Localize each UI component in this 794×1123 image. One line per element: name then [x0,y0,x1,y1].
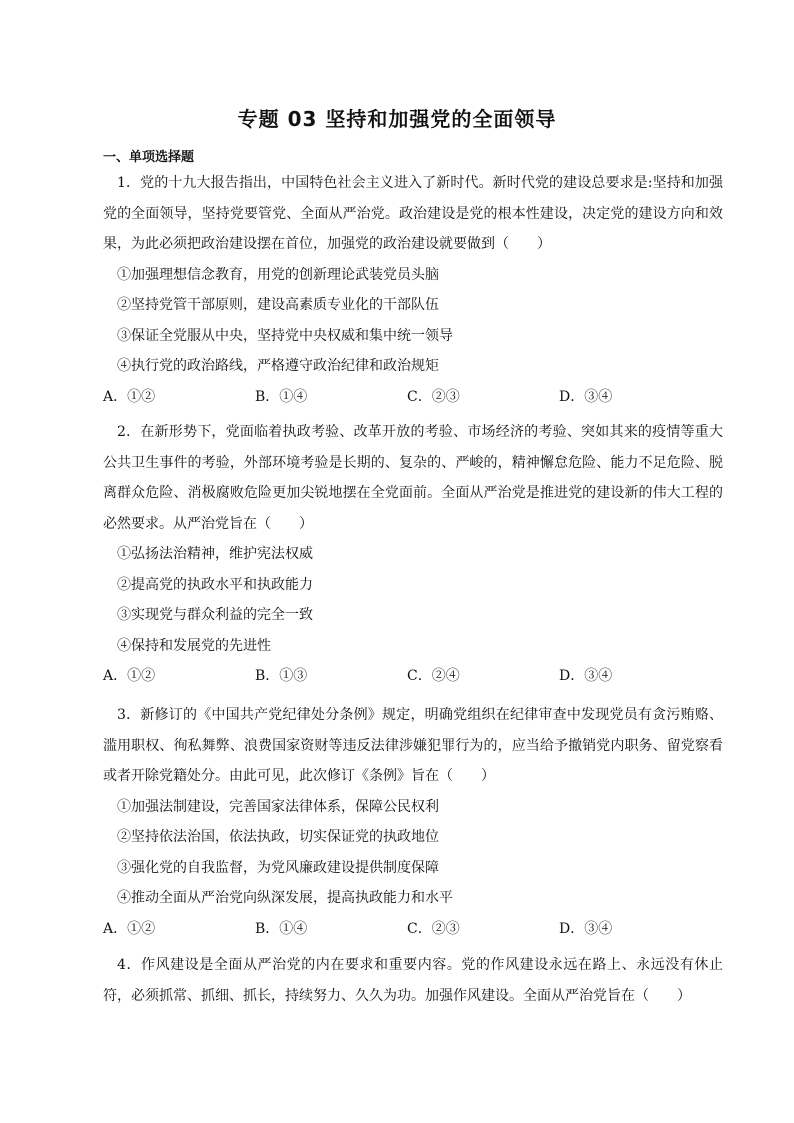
statement-option: ①弘扬法治精神，维护宪法权威 [117,546,313,562]
page-title: 专题 03 坚持和加强党的全面领导 [237,107,557,131]
question-stem: 1．党的十九大报告指出，中国特色社会主义进入了新时代。新时代党的建设总要求是:坚持和加强党的全面领导，坚持党要管党、全面从严治党。政治建设是党的根本性建设，决定党的建设方向和效果，为此必须把政治建设摆在首位，加强党的政治建设就要做到（ ） [103,175,723,252]
answer-choices [103,914,723,945]
choice-a: A．①② [103,920,156,937]
choice-a: A．①② [103,668,156,684]
question-stem: 3．新修订的《中国共产党纪律处分条例》规定，明确党组织在纪律审查中发现党员有贪污贿赂、滥用职权、徇私舞弊、浪费国家资财等违反法律涉嫌犯罪行为的，应当给予撤销党内职务、留党察看或者开除党籍处分。由此可见，此次修订《条例》旨在（ ） [103,707,723,784]
choice-d: D．③④ [559,388,613,405]
choice-c: C．②③ [407,388,460,405]
question-2 [103,417,723,692]
statement-option: ①加强法制建设，完善国家法律体系，保障公民权利 [117,798,439,815]
statement-option: ④执行党的政治路线，严格遵守政治纪律和政治规矩 [117,358,439,374]
answer-choices [103,382,723,413]
statement-option: ③实现党与群众利益的完全一致 [117,607,313,623]
choice-c: C．②③ [407,920,460,937]
question-3 [103,700,723,944]
question-stem: 2．在新形势下，党面临着执政考验、改革开放的考验、市场经济的考验、突如其来的疫情等重大公共卫生事件的考验，外部环境考验是长期的、复杂的、严峻的，精神懈怠危险、能力不足危险、脱离群众危险、消极腐败危险更加尖锐地摆在全党面前。全面从严治党是推进党的建设新的伟大工程的必然要求。从严治党旨在（ ） [103,424,723,532]
statement-option: ④推动全面从严治党向纵深发展，提高执政能力和水平 [117,890,453,906]
statement-option: ③保证全党服从中央，坚持党中央权威和集中统一领导 [117,327,453,344]
choice-d: D．③④ [559,920,613,937]
choice-b: B．①④ [255,920,308,937]
statement-option: ②坚持依法治国，依法执政，切实保证党的执政地位 [117,829,439,845]
section-heading: 一、单项选择题 [103,150,195,165]
answer-choices [103,661,723,692]
choice-b: B．①③ [255,668,308,684]
choice-d: D．③④ [559,668,613,684]
choice-c: C．②④ [407,668,460,684]
statement-option: ②坚持党管干部原则，建设高素质专业化的干部队伍 [117,297,439,313]
question-4 [103,950,723,1011]
choice-a: A．①② [103,388,156,405]
statement-option: ④保持和发展党的先进性 [117,637,271,654]
statement-option: ③强化党的自我监督，为党风廉政建设提供制度保障 [117,859,439,876]
choice-b: B．①④ [255,388,308,405]
question-1 [103,168,723,412]
statement-option: ②提高党的执政水平和执政能力 [117,576,313,593]
statement-option: ①加强理想信念教育，用党的创新理论武装党员头脑 [117,266,439,283]
question-stem: 4．作风建设是全面从严治党的内在要求和重要内容。党的作风建设永远在路上、永远没有休止符，必须抓常、抓细、抓长，持续努力、久久为功。加强作风建设。全面从严治党旨在（ ） [103,957,723,1004]
